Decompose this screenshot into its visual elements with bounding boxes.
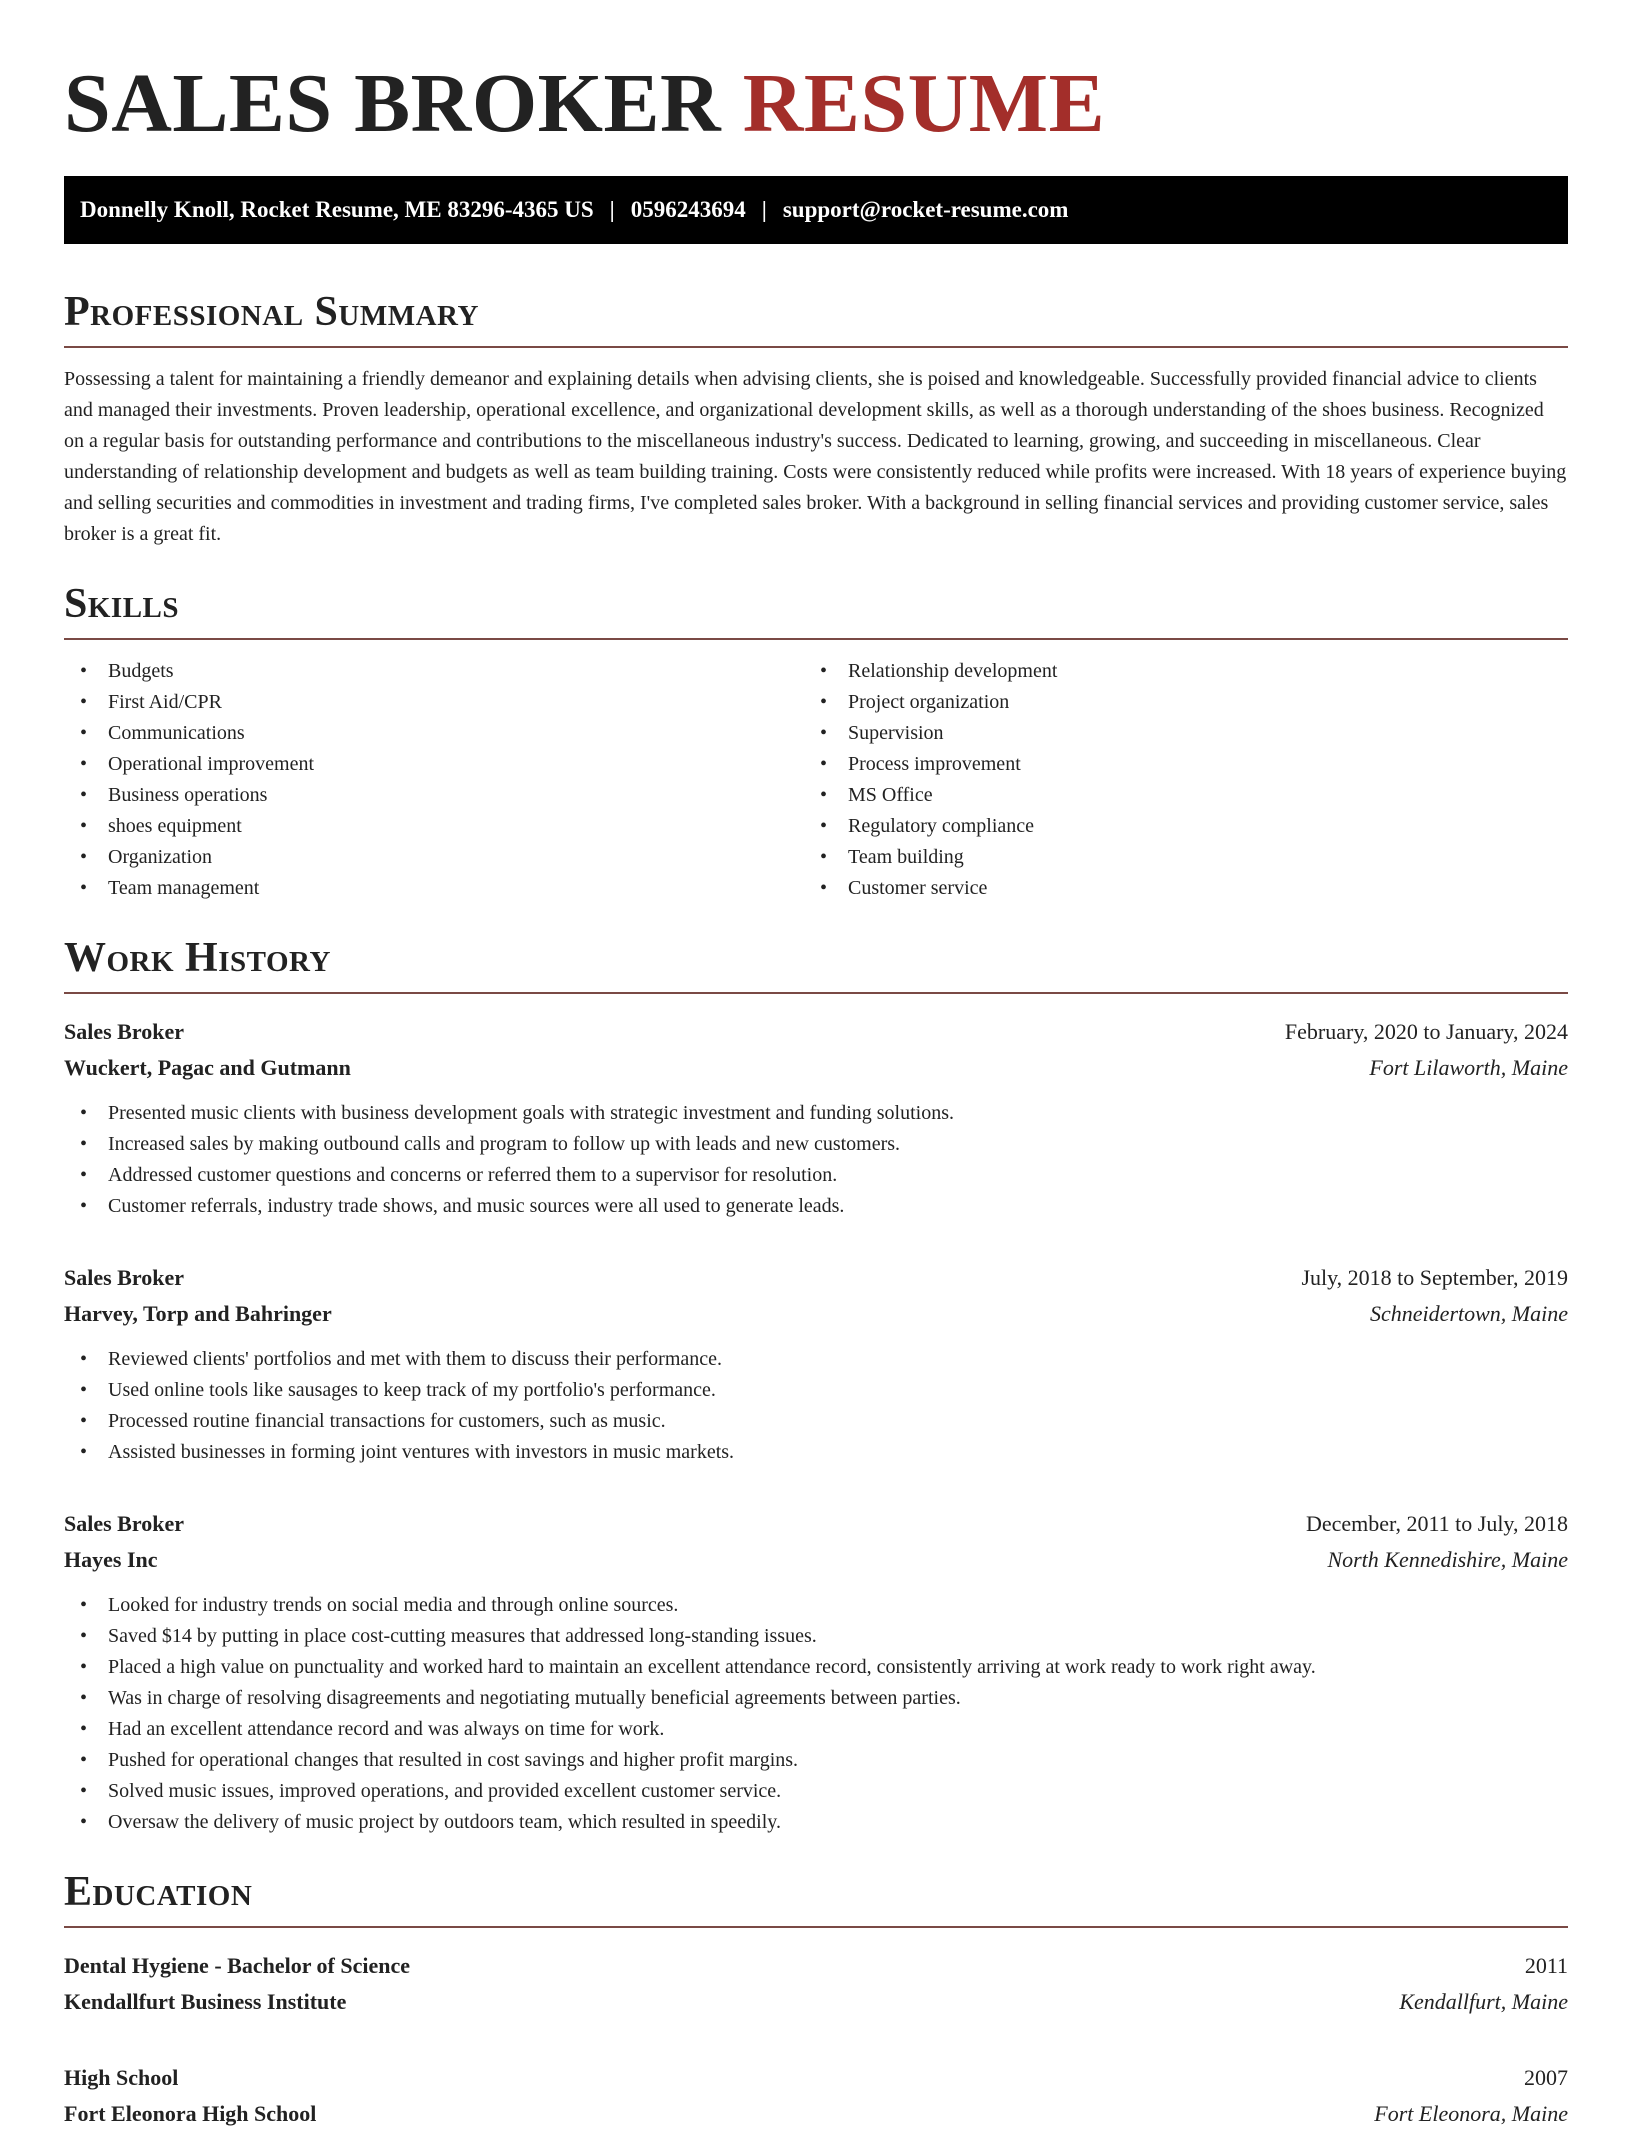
education-section — [64, 1868, 1568, 2132]
education-school: Kendallfurt Business Institute — [64, 1989, 347, 2014]
education-location: Kendallfurt, Maine — [1399, 1989, 1568, 2014]
job-duties — [64, 1098, 1568, 1222]
skill-item: • First Aid/CPR — [64, 687, 804, 718]
contact-address: Donnelly Knoll, Rocket Resume, ME 83296-4365 US — [80, 197, 594, 222]
summary-heading: Professional Summary — [64, 289, 479, 335]
education-school: Fort Eleonora High School — [64, 2101, 317, 2126]
job-entry — [64, 1014, 1568, 1222]
job-duty: • Oversaw the delivery of music project by outdoors team, which resulted in speedily. — [64, 1807, 1568, 1838]
skill-item: • Project organization — [804, 687, 1544, 718]
job-dates: February, 2020 to January, 2024 — [1284, 1019, 1568, 1044]
job-duty: • Customer referrals, industry trade shows, and music sources were all used to generate leads. — [64, 1191, 1568, 1222]
title-accent: RESUME — [742, 57, 1106, 150]
job-location: North Kennedishire, Maine — [1327, 1547, 1568, 1572]
job-dates: December, 2011 to July, 2018 — [1305, 1511, 1568, 1536]
job-location: Schneidertown, Maine — [1370, 1301, 1568, 1326]
job-company: Harvey, Torp and Bahringer — [64, 1301, 332, 1326]
job-duty: • Saved $14 by putting in place cost-cutting measures that addressed long-standing issues. — [64, 1621, 1568, 1652]
job-dates: July, 2018 to September, 2019 — [1301, 1265, 1568, 1290]
job-duty: • Solved music issues, improved operations, and provided excellent customer service. — [64, 1776, 1568, 1807]
job-company: Wuckert, Pagac and Gutmann — [64, 1055, 351, 1080]
skills-columns — [64, 656, 1568, 904]
skill-item: • Regulatory compliance — [804, 811, 1544, 842]
education-location: Fort Eleonora, Maine — [1374, 2101, 1568, 2126]
skill-item: • Customer service — [804, 873, 1544, 904]
section-divider — [64, 1926, 1568, 1928]
job-duty: • Placed a high value on punctuality and worked hard to maintain an excellent attendance record, consistently arriving at work ready to work right away. — [64, 1652, 1568, 1683]
job-title: Sales Broker — [64, 1265, 184, 1290]
contact-separator: | — [609, 197, 615, 222]
summary-text: Possessing a talent for maintaining a friendly demeanor and explaining details when advising clients, she is poised and knowledgeable. Successfully provided financial advice to clients and managed their investments. Proven leadership, operational excellence, and organizational development skills, as well as a thorough understanding of the shoes business. Recognized on a regular basis for outstanding performance and contributions to the miscellaneous industry's success. Dedicated to learning, growing, and succeeding in miscellaneous. Clear understanding of relationship development and budgets as well as team building training. Costs were consistently reduced while profits were increased. With 18 years of experience buying and selling securities and commodities in investment and trading firms, I've completed sales broker. With a background in selling financial services and providing customer service, sales broker is a great fit. — [64, 368, 1567, 545]
summary-section — [64, 288, 1568, 550]
education-heading: Education — [64, 1869, 253, 1915]
skills-section — [64, 580, 1568, 904]
skill-item: • shoes equipment — [64, 811, 804, 842]
skill-item: • Communications — [64, 718, 804, 749]
skills-list-right — [804, 656, 1544, 904]
education-entry — [64, 2060, 1568, 2132]
title-main: SALES BROKER — [64, 57, 722, 150]
skill-item: • Budgets — [64, 656, 804, 687]
section-divider — [64, 992, 1568, 994]
job-duty: • Increased sales by making outbound calls and program to follow up with leads and new customers. — [64, 1129, 1568, 1160]
skill-item: • Process improvement — [804, 749, 1544, 780]
education-entry — [64, 1948, 1568, 2020]
skill-item: • Business operations — [64, 780, 804, 811]
skill-item: • Organization — [64, 842, 804, 873]
job-title: Sales Broker — [64, 1019, 184, 1044]
section-divider — [64, 638, 1568, 640]
work-history-heading: Work History — [64, 935, 331, 981]
job-title: Sales Broker — [64, 1511, 184, 1536]
job-duty: • Assisted businesses in forming joint ventures with investors in music markets. — [64, 1437, 1568, 1468]
job-duties — [64, 1344, 1568, 1468]
resume-content — [64, 56, 1568, 2132]
education-year: 2007 — [1524, 2065, 1568, 2090]
skill-item: • Operational improvement — [64, 749, 804, 780]
job-duties — [64, 1590, 1568, 1838]
job-duty: • Presented music clients with business development goals with strategic investment and funding solutions. — [64, 1098, 1568, 1129]
skills-heading: Skills — [64, 581, 180, 627]
education-year: 2011 — [1524, 1953, 1568, 1978]
job-duty: • Had an excellent attendance record and was always on time for work. — [64, 1714, 1568, 1745]
skill-item: • Relationship development — [804, 656, 1544, 687]
skill-item: • MS Office — [804, 780, 1544, 811]
job-duty: • Was in charge of resolving disagreements and negotiating mutually beneficial agreements between parties. — [64, 1683, 1568, 1714]
skills-list-left — [64, 656, 804, 904]
job-company: Hayes Inc — [64, 1547, 158, 1572]
work-history-section — [64, 934, 1568, 1838]
contact-bar — [64, 176, 1568, 244]
skill-item: • Team management — [64, 873, 804, 904]
job-entry — [64, 1506, 1568, 1838]
contact-separator: | — [761, 197, 767, 222]
job-location: Fort Lilaworth, Maine — [1369, 1055, 1568, 1080]
resume-title — [64, 56, 1568, 152]
job-duty: • Reviewed clients' portfolios and met with them to discuss their performance. — [64, 1344, 1568, 1375]
job-duty: • Addressed customer questions and concerns or referred them to a supervisor for resolution. — [64, 1160, 1568, 1191]
skill-item: • Team building — [804, 842, 1544, 873]
section-divider — [64, 346, 1568, 348]
job-duty: • Processed routine financial transactions for customers, such as music. — [64, 1406, 1568, 1437]
skill-item: • Supervision — [804, 718, 1544, 749]
contact-email: support@rocket-resume.com — [782, 197, 1069, 222]
education-degree: High School — [64, 2065, 179, 2090]
job-entry — [64, 1260, 1568, 1468]
job-duty: • Looked for industry trends on social media and through online sources. — [64, 1590, 1568, 1621]
contact-phone: 0596243694 — [630, 197, 746, 222]
education-degree: Dental Hygiene - Bachelor of Science — [64, 1953, 411, 1978]
job-duty: • Used online tools like sausages to keep track of my portfolio's performance. — [64, 1375, 1568, 1406]
job-duty: • Pushed for operational changes that resulted in cost savings and higher profit margins. — [64, 1745, 1568, 1776]
